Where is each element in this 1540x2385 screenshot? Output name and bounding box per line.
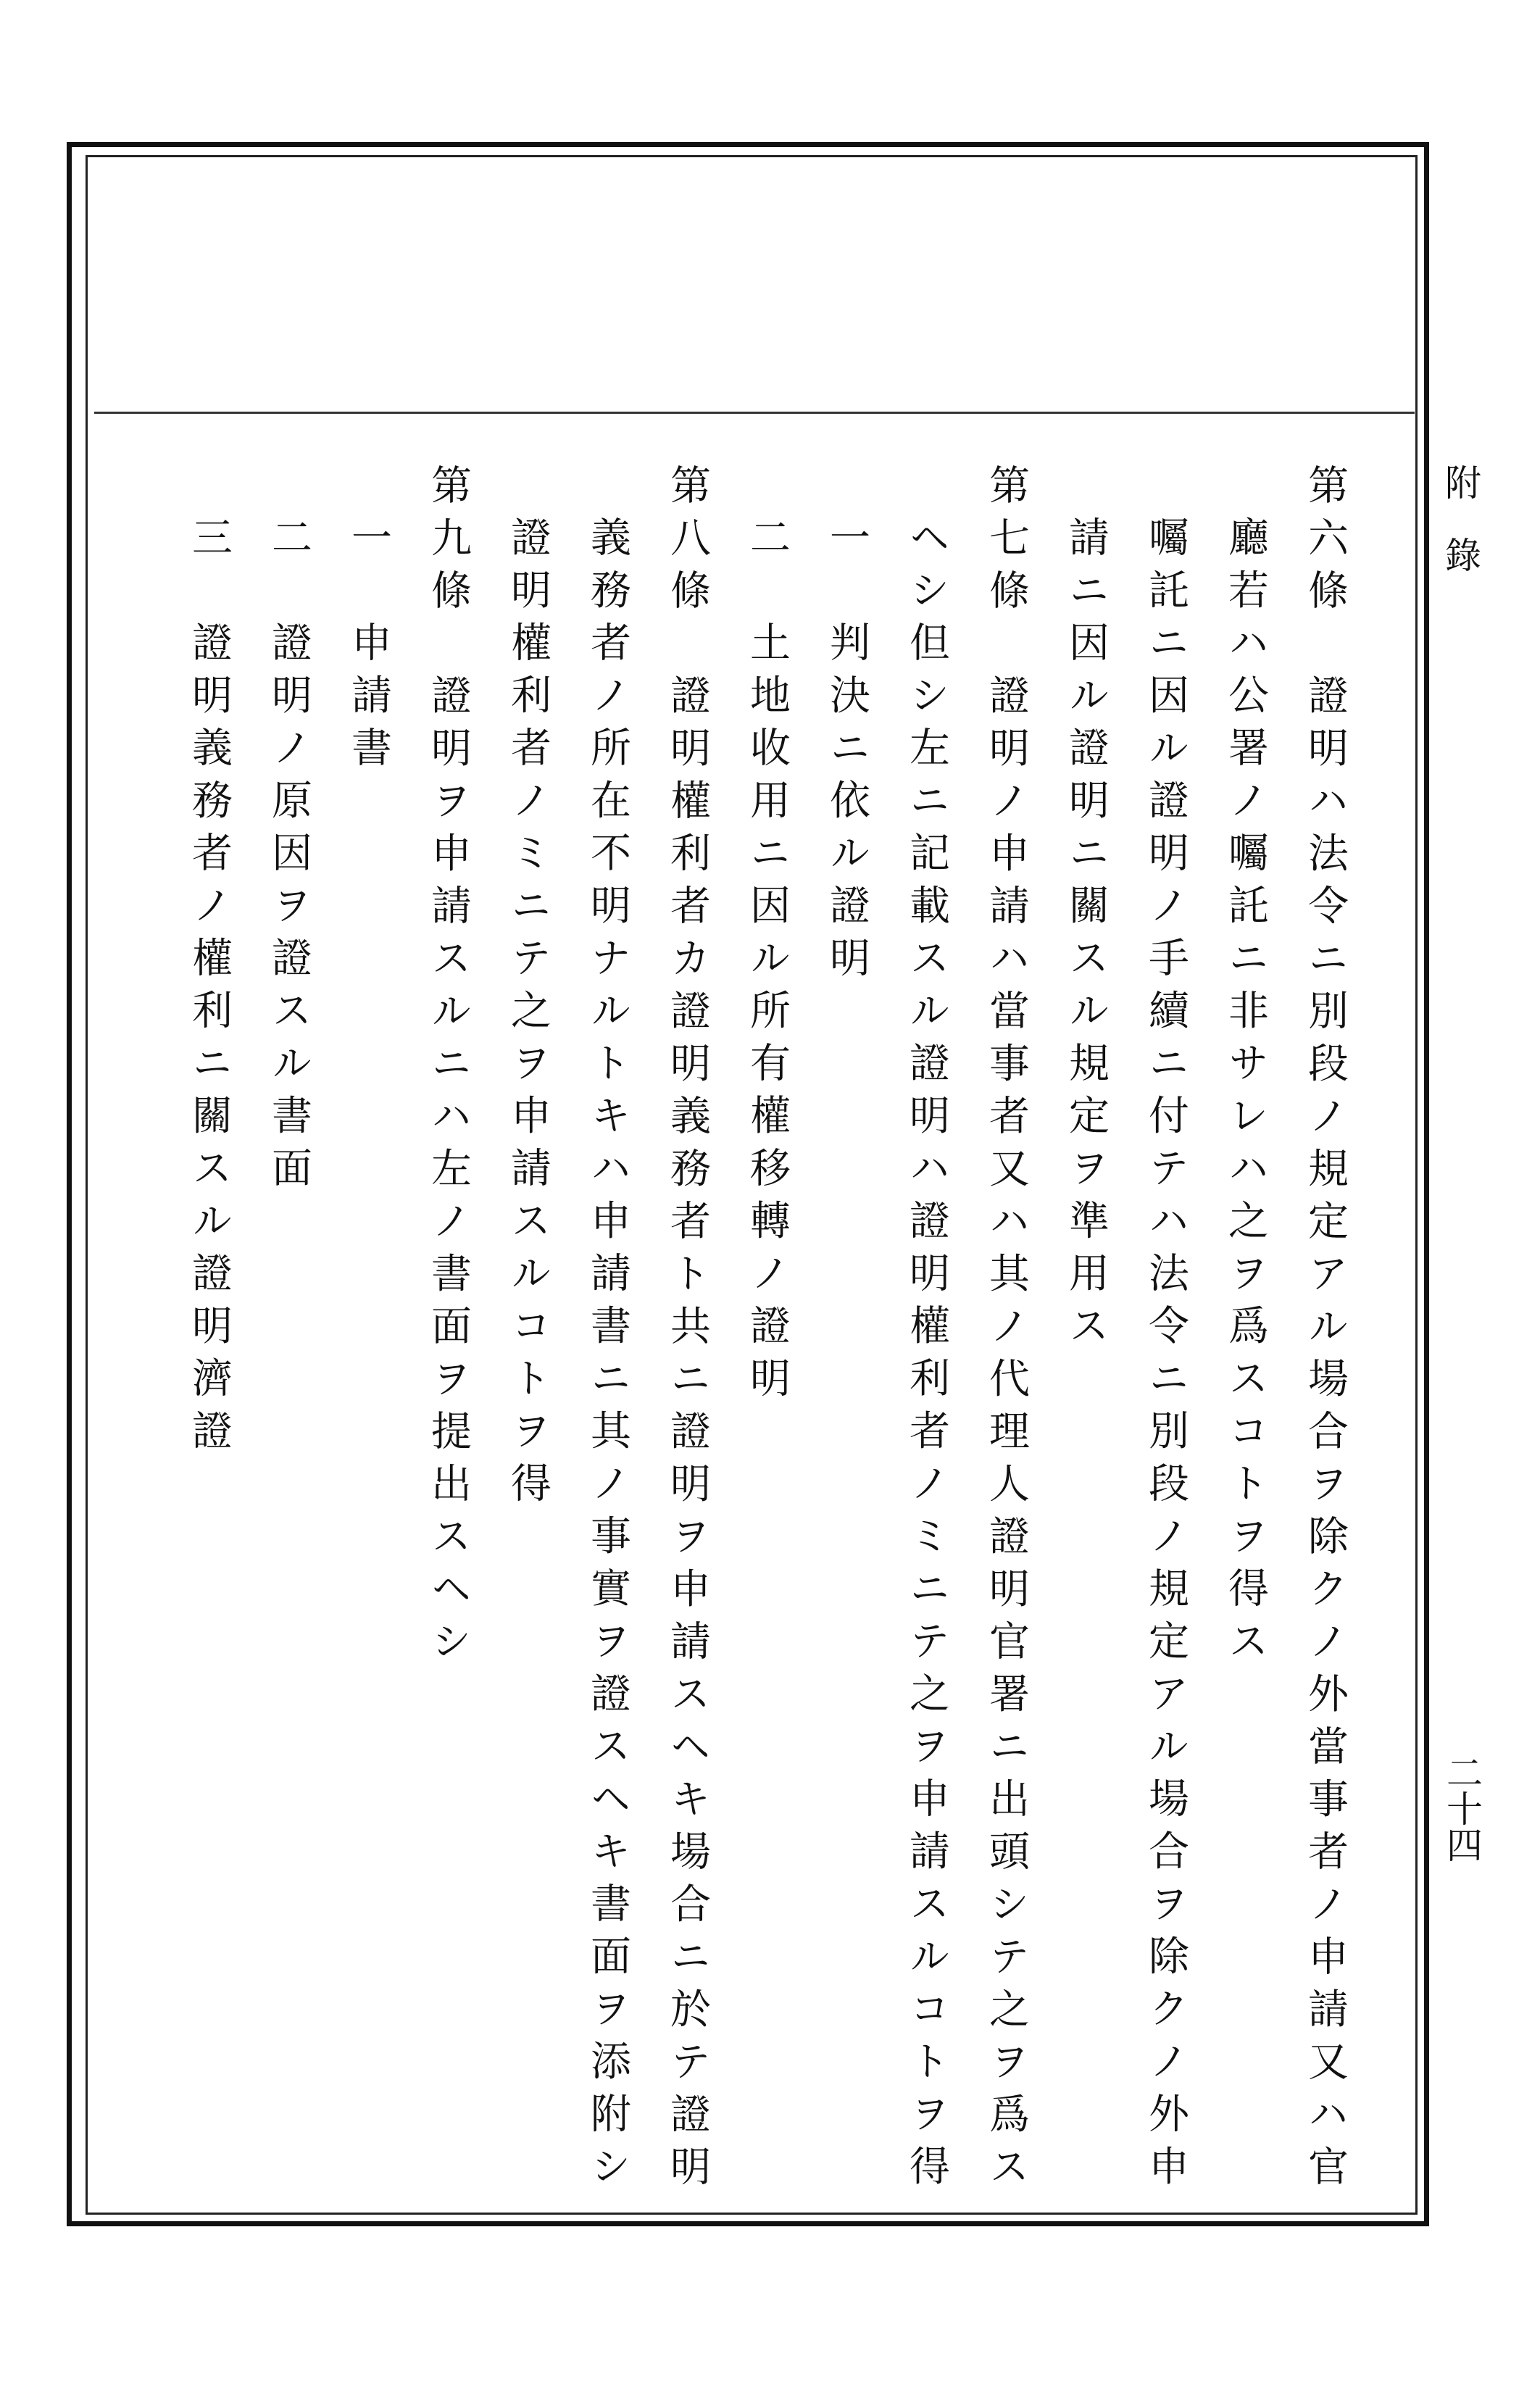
text-column: 二 土地收用ニ因ル所有權移轉ノ證明 [744,516,791,1410]
text-column: 第九條 證明ヲ申請スルニハ左ノ書面ヲ提出スヘシ [425,464,472,1673]
text-column: 第六條 證明ハ法令ニ別段ノ規定アル場合ヲ除クノ外當事者ノ申請又ハ官 [1302,464,1349,2198]
text-column: 義務者ノ所在不明ナルトキハ申請書ニ其ノ事實ヲ證スヘキ書面ヲ添附シ [584,516,631,2197]
text-column: 廳若ハ公署ノ囑託ニ非サレハ之ヲ爲スコトヲ得ス [1222,516,1269,1672]
text-column: 三 證明義務者ノ權利ニ關スル證明濟證 [186,516,233,1462]
text-column: 第八條 證明權利者カ證明義務者ト共ニ證明ヲ申請スヘキ場合ニ於テ證明 [664,464,711,2198]
text-column: ヘシ但シ左ニ記載スル證明ハ證明權利者ノミニテ之ヲ申請スルコトヲ得 [903,516,950,2197]
text-column: 一 判決ニ依ル證明 [823,516,870,989]
text-column: 二 證明ノ原因ヲ證スル書面 [265,516,312,1199]
text-column: 一 申請書 [345,516,392,779]
page-number: 二十四 [1441,1754,1483,1862]
text-column: 證明權利者ノミニテ之ヲ申請スルコトヲ得 [504,516,552,1515]
running-header: 附 錄 [1439,464,1481,573]
text-column: 囑託ニ因ル證明ノ手續ニ付テハ法令ニ別段ノ規定アル場合ヲ除クノ外申 [1142,516,1189,2197]
text-column: 請ニ因ル證明ニ關スル規定ヲ準用ス [1062,516,1110,1357]
header-rule [94,412,1415,414]
text-column: 第七條 證明ノ申請ハ當事者又ハ其ノ代理人證明官署ニ出頭シテ之ヲ爲ス [983,464,1030,2198]
